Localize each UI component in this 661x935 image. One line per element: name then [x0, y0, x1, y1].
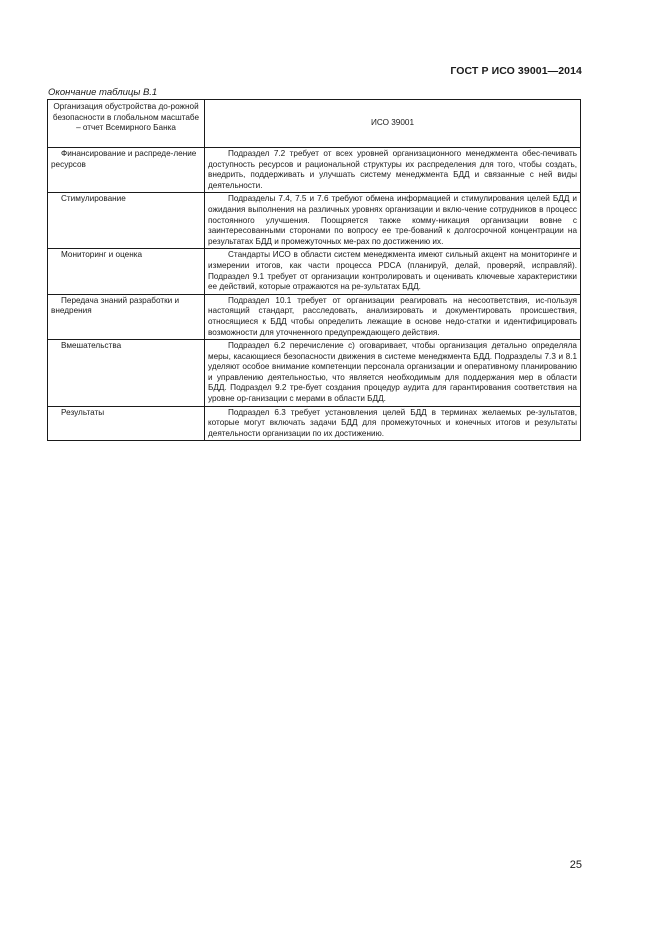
- row-description: Стандарты ИСО в области систем менеджмента имеют сильный акцент на мониторинге и измерении итогов, как части процесса PDCA (планируй, делай, проверяй, исправляй). Подраздел 9.1 требует от организации контролировать и оценивать ключевые характеристики ее действий, которые отражаются на ре-зультатах БДД.: [205, 249, 581, 294]
- comparison-table: [47, 99, 581, 441]
- column-header-iso: ИСО 39001: [205, 100, 581, 148]
- row-description: Подраздел 7.2 требует от всех уровней организационного менеджмента обес-печивать доступность ресурсов и рациональной структуры их распределения для того, чтобы создать, внедрить, поддерживать и улучшать систему менеджмента БДД и связанные с ней виды деятельности.: [205, 148, 581, 193]
- row-description: Подраздел 6.3 требует установления целей БДД в терминах желаемых ре-зультатов, которые могут включать задачи БДД для промежуточных и конечных итогов и результаты деятельности организации по их достижению.: [205, 406, 581, 441]
- table-row: [48, 340, 581, 407]
- table-caption: Окончание таблицы В.1: [48, 87, 158, 98]
- table-row: [48, 249, 581, 294]
- document-standard-header: ГОСТ Р ИСО 39001—2014: [450, 65, 582, 77]
- table-header-row: [48, 100, 581, 148]
- column-header-world-bank: Организация обустройства до-рожной безопасности в глобальном масштабе – отчет Всемирного Банка: [48, 100, 205, 148]
- table-row: [48, 294, 581, 339]
- row-factor: Стимулирование: [48, 193, 205, 249]
- table-row: [48, 193, 581, 249]
- page-number: 25: [569, 859, 582, 871]
- table-row: [48, 406, 581, 441]
- row-factor: Передача знаний разработки и внедрения: [48, 294, 205, 339]
- row-description: Подраздел 10.1 требует от организации реагировать на несоответствия, ис-пользуя настоящий стандарт, расследовать, анализировать и документировать происшествия, относящиеся к БДД чтобы определить лежащие в основе недо-статки и идентифицировать возможности для уточненного предупреждающего действия.: [205, 294, 581, 339]
- row-factor: Вмешательства: [48, 340, 205, 407]
- row-factor: Мониторинг и оценка: [48, 249, 205, 294]
- row-factor: Финансирование и распреде-ление ресурсов: [48, 148, 205, 193]
- row-description: Подраздел 6.2 перечисление с) оговаривает, чтобы организация детально определяла меры, касающиеся безопасности движения в системе менеджмента БДД. Подразделы 7.3 и 8.1 уделяют особое внимание компетенции персонала организации и оперативному планированию и управлению деятельностью, что является необходимым для поддержания мер в области БДД. Подраздел 9.2 тре-бует создания процедур аудита для гарантирования соответствия на уровне ор-ганизации с мерами в области БДД.: [205, 340, 581, 407]
- row-factor: Результаты: [48, 406, 205, 441]
- row-description: Подразделы 7.4, 7.5 и 7.6 требуют обмена информацией и стимулирования целей БДД и ожидания выполнения на различных уровнях организации и вклю-чение сотрудников в процесс постоянного улучшения. Поощряется также комму-никация организации вовне с заинтересованными сторонами по вопросу ее тре-бований к долгосрочной концентрации на результатах БДД и промежуточных ме-рах по достижению их.: [205, 193, 581, 249]
- table-row: [48, 148, 581, 193]
